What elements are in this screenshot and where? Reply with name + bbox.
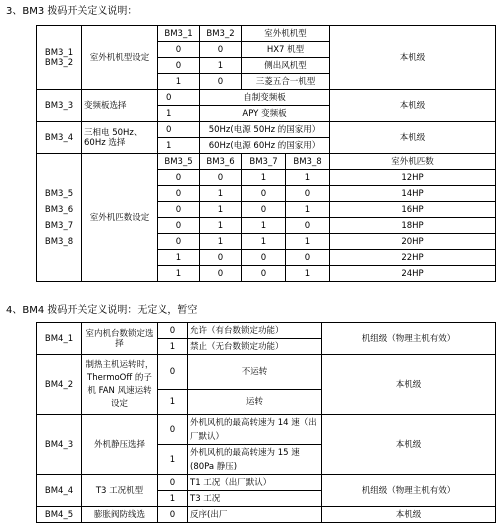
table-cell: 0: [158, 42, 200, 58]
table-cell: 0: [286, 250, 330, 266]
table-cell: 16HP: [330, 202, 496, 218]
table-cell: 0: [158, 507, 188, 523]
bm4-g4-function: T3 工况机型: [82, 475, 158, 507]
table-cell: 0: [158, 170, 200, 186]
bm4-g4-level: 机组级（物理主机有效）: [322, 475, 496, 507]
bm4-g2-level: 本机级: [322, 355, 496, 415]
bm4-g2-id: BM4_2: [37, 355, 82, 415]
bm4-g5-id: BM4_5: [37, 507, 82, 523]
bm3-table: [36, 25, 496, 282]
column-header: BM3_7: [242, 154, 286, 170]
table-cell: 0: [158, 58, 200, 74]
bm3-g1-level: 本机级: [330, 26, 496, 90]
table-cell: 18HP: [330, 218, 496, 234]
table-cell: 0: [286, 186, 330, 202]
table-cell: 1: [200, 186, 242, 202]
table-cell: APY 变频板: [200, 106, 330, 122]
table-cell: 0: [286, 218, 330, 234]
table-cell: 0: [242, 250, 286, 266]
bm4-g5-level: 本机级: [322, 507, 496, 523]
table-cell: 0: [158, 218, 200, 234]
section3-heading: 3、BM3 拨码开关定义说明：: [6, 6, 138, 17]
table-cell: 0: [158, 355, 188, 390]
bm4-g1-id: BM4_1: [37, 323, 82, 355]
bm3-g3-function: 三相电 50Hz、60Hz 选择: [82, 122, 158, 154]
table-cell: 1: [158, 339, 188, 355]
table-cell: 0: [200, 42, 242, 58]
bm3-g1-header-1: BM3_1: [158, 26, 200, 42]
table-cell: 1: [200, 202, 242, 218]
column-header: BM3_6: [200, 154, 242, 170]
table-cell: 1: [158, 445, 188, 475]
table-cell: 14HP: [330, 186, 496, 202]
table-cell: 20HP: [330, 234, 496, 250]
table-cell: 0: [200, 250, 242, 266]
table-cell: 1: [242, 170, 286, 186]
table-cell: 0: [158, 202, 200, 218]
bm3-g2-level: 本机级: [330, 90, 496, 122]
table-cell: 1: [200, 234, 242, 250]
table-cell: 0: [158, 234, 200, 250]
table-cell: 1: [242, 234, 286, 250]
table-cell: 0: [242, 202, 286, 218]
table-cell: 0: [158, 122, 200, 138]
table-cell: 1: [158, 390, 188, 415]
bm4-g3-level: 本机级: [322, 415, 496, 475]
table-cell: 1: [158, 106, 200, 122]
bm4-g4-id: BM4_4: [37, 475, 82, 507]
table-cell: 三菱五合一机型: [242, 74, 330, 90]
table-cell: 0: [158, 90, 200, 106]
table-cell: 运转: [188, 390, 322, 415]
bm3-g2-id: BM3_3: [37, 90, 82, 122]
bm3-g1-header-2: BM3_2: [200, 26, 242, 42]
column-header: BM3_8: [286, 154, 330, 170]
bm4-g5-function: 膨胀阀防线选: [82, 507, 158, 523]
table-cell: HX7 机型: [242, 42, 330, 58]
table-cell: 1: [158, 74, 200, 90]
bm3-g1-function: 室外机机型设定: [82, 26, 158, 90]
bm3-g1-id: BM3_1 BM3_2: [37, 26, 82, 90]
table-cell: 0: [200, 266, 242, 282]
table-cell: 1: [200, 218, 242, 234]
table-cell: 1: [286, 170, 330, 186]
table-cell: 1: [286, 202, 330, 218]
table-cell: 反序(出厂: [188, 507, 322, 523]
bm4-g1-level: 机组级（物理主机有效）: [322, 323, 496, 355]
bm4-g3-id: BM4_3: [37, 415, 82, 475]
bm4-g3-function: 外机静压选择: [82, 415, 158, 475]
table-cell: 0: [158, 415, 188, 445]
table-cell: 0: [242, 266, 286, 282]
table-cell: 1: [158, 250, 200, 266]
column-header: 室外机匹数: [330, 154, 496, 170]
table-cell: 1: [286, 234, 330, 250]
table-cell: 1: [200, 58, 242, 74]
table-cell: 22HP: [330, 250, 496, 266]
table-cell: 1: [158, 491, 188, 507]
table-cell: 0: [158, 475, 188, 491]
table-cell: 0: [158, 323, 188, 339]
table-cell: 自制变频板: [200, 90, 330, 106]
table-cell: 12HP: [330, 170, 496, 186]
table-cell: 0: [242, 186, 286, 202]
table-cell: 不运转: [188, 355, 322, 390]
table-cell: T1 工况（出厂默认）: [188, 475, 322, 491]
bm3-g4-function: 室外机匹数设定: [82, 154, 158, 282]
table-cell: 1: [242, 218, 286, 234]
table-cell: 24HP: [330, 266, 496, 282]
table-cell: 1: [158, 266, 200, 282]
column-header: BM3_5: [158, 154, 200, 170]
table-cell: 0: [200, 170, 242, 186]
table-cell: 1: [286, 266, 330, 282]
table-cell: T3 工况: [188, 491, 322, 507]
bm3-g3-level: 本机级: [330, 122, 496, 154]
section4-heading: 4、BM4 拨码开关定义说明：无定义，暂空: [6, 305, 198, 316]
table-cell: 外机风机的最高转速为 15 速(80Pa 静压): [188, 445, 322, 475]
bm3-g2-function: 变频板选择: [82, 90, 158, 122]
table-cell: 50Hz(电源 50Hz 的国家用）: [200, 122, 330, 138]
bm3-g1-header-3: 室外机机型: [242, 26, 330, 42]
bm4-table: [36, 322, 496, 523]
table-cell: 外机风机的最高转速为 14 速（出厂默认）: [188, 415, 322, 445]
bm3-g3-id: BM3_4: [37, 122, 82, 154]
table-cell: 60Hz(电源 60Hz 的国家用）: [200, 138, 330, 154]
table-cell: 禁止（无台数锁定功能）: [188, 339, 322, 355]
table-cell: 1: [158, 138, 200, 154]
bm3-g4-id: BM3_5 BM3_6 BM3_7 BM3_8: [37, 154, 82, 282]
bm4-g2-function: 制热主机运转时，ThermoOff 的子机 FAN 风速运转设定: [82, 355, 158, 415]
table-cell: 0: [158, 186, 200, 202]
table-cell: 允许（有台数锁定功能）: [188, 323, 322, 339]
table-cell: 侧出风机型: [242, 58, 330, 74]
bm4-g1-function: 室内机台数锁定选择: [82, 323, 158, 355]
table-cell: 0: [200, 74, 242, 90]
